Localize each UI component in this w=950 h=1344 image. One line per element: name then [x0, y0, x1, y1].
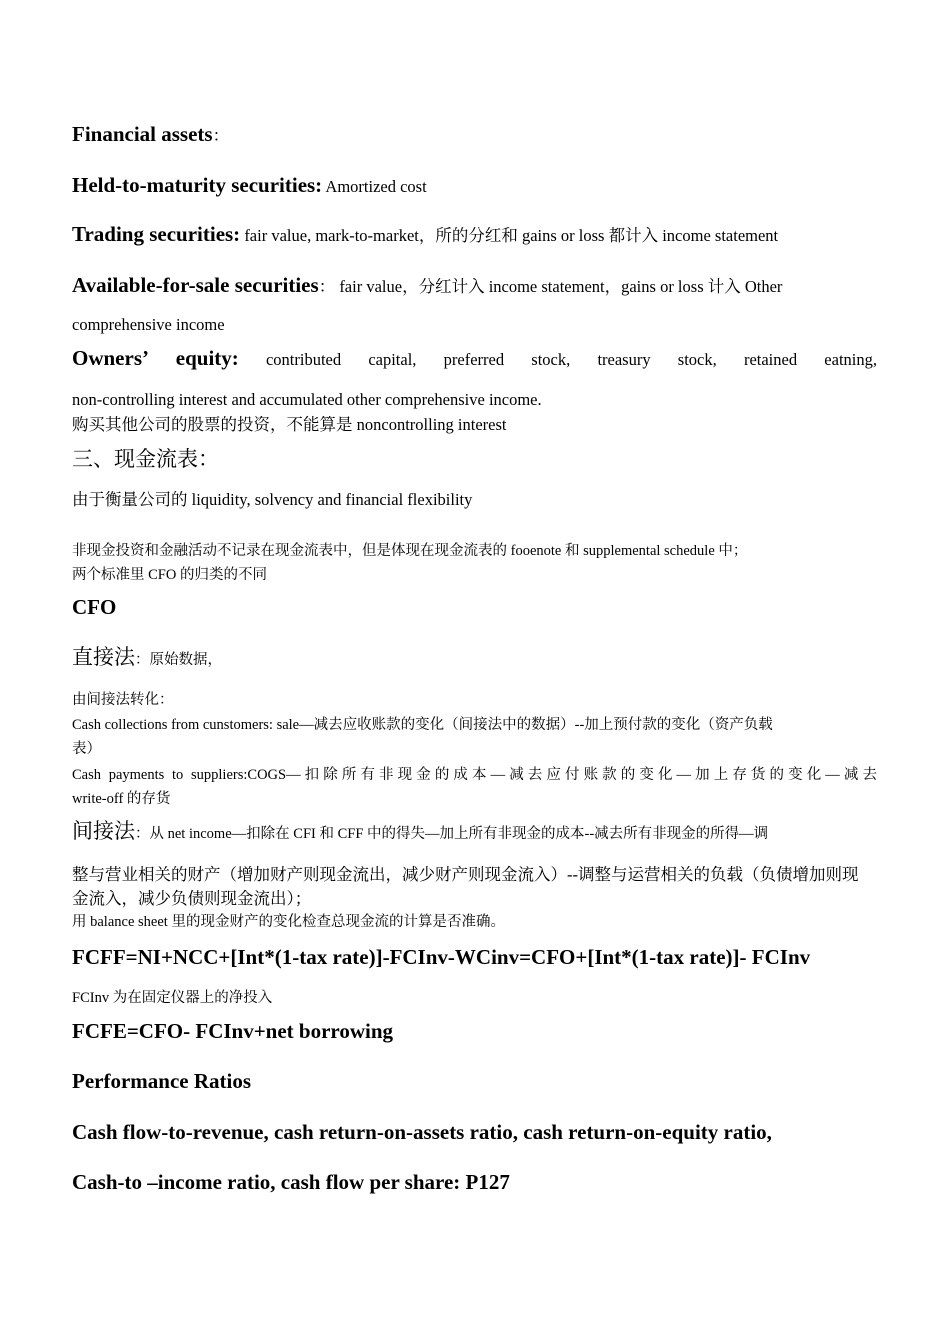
note-line1: 非现金投资和金融活动不记录在现金流表中，但是体现在现金流表的 fooenote 和 supplemental schedule 中； — [72, 543, 748, 559]
performance-ratios-heading: Performance Ratios — [72, 1069, 252, 1093]
trading-text: fair value, mark-to-market，所的分红和 gains or loss 都计入 income statement — [240, 226, 779, 245]
indirect-line3: 金流入，减少负债则现金流出）； — [72, 889, 312, 908]
direct-line — [72, 645, 877, 670]
owners-label: Owners’ equity: — [72, 346, 239, 370]
section3-title: 三、现金流表： — [72, 447, 219, 471]
trading-label: Trading securities: — [72, 222, 241, 246]
htm-line — [72, 173, 877, 198]
note-line2: 两个标准里 CFO 的归类的不同 — [72, 567, 267, 583]
indirect-text: ：从 net income—扣除在 CFI 和 CFF 中的得失—加上所有非现金的成本--减去所有非现金的所得—调 — [135, 826, 769, 842]
payments-line2: write-off 的存货 — [72, 791, 171, 807]
financial-assets-colon: ： — [212, 126, 230, 145]
cfo-heading: CFO — [72, 595, 117, 619]
purpose-text: 由于衡量公司的 liquidity, solvency and financial flexibility — [72, 490, 473, 509]
direct-title: 直接法 — [72, 645, 135, 669]
indirect-title: 间接法 — [72, 819, 135, 843]
afs-line — [72, 273, 877, 298]
owners-line3: 购买其他公司的股票的投资，不能算是 noncontrolling interest — [72, 415, 507, 434]
from-indirect-text: 由间接法转化： — [72, 692, 174, 708]
owners-line — [72, 346, 877, 376]
direct-text: ：原始数据， — [135, 652, 222, 668]
indirect-line2: 整与营业相关的财产（增加财产则现金流出，减少财产则现金流入）--调整与运营相关的负载（负债增加则现 — [72, 865, 859, 884]
collections-line1: Cash collections from cunstomers: sale—减去应收账款的变化（间接法中的数据）--加上预付款的变化（资产负载 — [72, 717, 773, 733]
owners-text: contributed capital, preferred stock, treasury stock, retained eatning, — [238, 350, 877, 369]
performance-ratios-line2: Cash-to –income ratio, cash flow per share: P127 — [72, 1170, 510, 1194]
payments-line1: Cash payments to suppliers:COGS—扣除所有非现金的成本—减去应付账款的变化—加上存货的变化—减去 — [72, 767, 877, 783]
afs-line2: comprehensive income — [72, 315, 225, 334]
financial-assets-heading — [72, 122, 877, 147]
performance-ratios-line1: Cash flow-to-revenue, cash return-on-assets ratio, cash return-on-equity ratio, — [72, 1120, 772, 1144]
afs-label: Available-for-sale securities — [72, 273, 319, 297]
collections-line2: 表） — [72, 741, 101, 757]
fcinv-note: FCInv 为在固定仪器上的净投入 — [72, 990, 273, 1006]
fcff-formula: FCFF=NI+NCC+[Int*(1-tax rate)]-FCInv-WCinv=CFO+[Int*(1-tax rate)]- FCInv — [72, 945, 811, 969]
htm-text: Amortized cost — [322, 177, 427, 196]
fcfe-formula: FCFE=CFO- FCInv+net borrowing — [72, 1019, 394, 1043]
indirect-line4: 用 balance sheet 里的现金财产的变化检查总现金流的计算是否准确。 — [72, 914, 505, 930]
owners-line2: non-controlling interest and accumulated other comprehensive income. — [72, 390, 542, 409]
financial-assets-title: Financial assets — [72, 122, 213, 146]
htm-label: Held-to-maturity securities: — [72, 173, 323, 197]
afs-text: ： fair value，分红计入 income statement，gains or loss 计入 Other — [318, 277, 783, 296]
trading-line — [72, 222, 877, 247]
indirect-line — [72, 819, 877, 844]
